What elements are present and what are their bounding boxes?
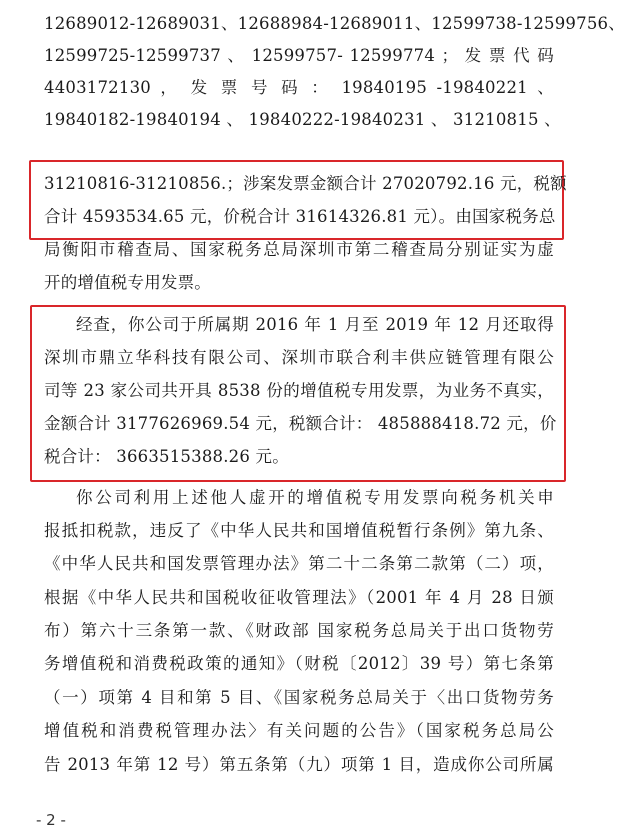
text-line-21: 增值税和消费税管理办法〉有关问题的公告》（国家税务总局公 — [44, 721, 554, 740]
text-line-12: 金额合计 3177626969.54 元，税额合计： 485888418.72 元，价 — [44, 414, 557, 433]
text-line-13: 税合计： 3663515388.26 元。 — [44, 447, 289, 466]
text-line-4: 19840182-19840194 、 19840222-19840231 、 31210815 、 — [44, 110, 561, 129]
text-line-11: 司等 23 家公司共开具 8538 份的增值税专用发票，为业务不真实， — [44, 381, 554, 400]
text-line-19: 务增值税和消费税政策的通知》（财税〔2012〕39 号）第七条第 — [44, 654, 554, 673]
paragraph-start-line: 经查，你公司于所属期 2016 年 1 月至 2019 年 12 月还取得 — [76, 315, 554, 334]
text-line-17: 根据《中华人民共和国税收征收管理法》（2001 年 4 月 28 日颁 — [44, 588, 554, 607]
text-line-1: 12689012-12689031、12688984-12689011、12599738-12599756、 — [44, 14, 625, 33]
text-line-6: 合计 4593534.65 元，价税合计 31614326.81 元）。由国家税务总 — [44, 207, 556, 226]
text-line-5: 31210816-31210856.；涉案发票金额合计 27020792.16 元，税额 — [44, 174, 567, 193]
text-line-22: 告 2013 年第 12 号）第五条第（九）项第 1 目，造成你公司所属 — [44, 755, 554, 774]
text-line-7: 局衡阳市稽查局、国家税务总局深圳市第二稽查局分别证实为虚 — [44, 240, 554, 259]
text-line-3: 4403172130 ， 发 票 号 码 ： 19840195 -19840221 、 — [44, 78, 554, 97]
page-number: - 2 - — [36, 811, 66, 829]
text-line-16: 《中华人民共和国发票管理办法》第二十二条第二款第（二）项， — [44, 554, 554, 573]
text-line-10: 深圳市鼎立华科技有限公司、深圳市联合利丰供应链管理有限公 — [44, 348, 554, 367]
highlight-box-1 — [29, 160, 567, 240]
text-line-8: 开的增值税专用发票。 — [44, 273, 211, 292]
paragraph-start-line-2: 你公司利用上述他人虚开的增值税专用发票向税务机关申 — [76, 488, 554, 507]
text-line-18: 布）第六十三条第一款、《财政部 国家税务总局关于出口货物劳 — [44, 621, 554, 640]
text-line-20: （一）项第 4 目和第 5 目、《国家税务总局关于〈出口货物劳务 — [44, 688, 554, 707]
text-line-15: 报抵扣税款，违反了《中华人民共和国增值税暂行条例》第九条、 — [44, 521, 554, 540]
text-line-2: 12599725-12599737 、 12599757- 12599774 ； 发 票 代 码 — [44, 46, 554, 65]
